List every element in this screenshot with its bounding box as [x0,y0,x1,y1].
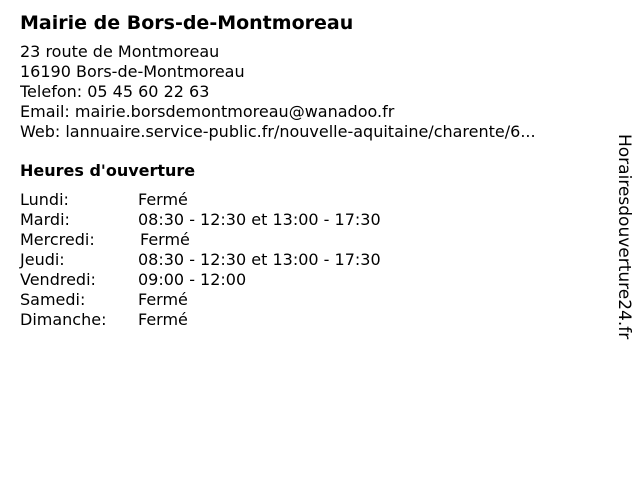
address-block [20,42,600,142]
town-hall-card [20,10,600,330]
hours-row-dimanche [20,310,600,330]
day-label: Dimanche: [20,310,107,329]
day-hours: Fermé [138,290,188,309]
day-label: Mardi: [20,210,70,229]
street-address: 23 route de Montmoreau [20,42,220,61]
site-brand-label: Horairesdouverture24.fr [614,134,634,340]
hours-row-samedi [20,290,600,310]
opening-hours-list [20,190,600,330]
hours-row-mercredi [20,230,600,250]
day-label: Samedi: [20,290,86,309]
day-label: Mercredi: [20,230,95,249]
web-line[interactable]: Web: lannuaire.service-public.fr/nouvelle-aquitaine/charente/6... [20,122,536,141]
day-label: Vendredi: [20,270,96,289]
day-hours: 08:30 - 12:30 et 13:00 - 17:30 [138,210,381,229]
phone-line[interactable]: Telefon: 05 45 60 22 63 [20,82,210,101]
city-address: 16190 Bors-de-Montmoreau [20,62,245,81]
day-label: Lundi: [20,190,69,209]
page-title: Mairie de Bors-de-Montmoreau [20,12,354,34]
day-hours: 09:00 - 12:00 [138,270,247,289]
day-hours: Fermé [140,230,190,249]
hours-heading: Heures d'ouverture [20,161,196,180]
day-hours: 08:30 - 12:30 et 13:00 - 17:30 [138,250,381,269]
day-hours: Fermé [138,310,188,329]
day-label: Jeudi: [20,250,65,269]
day-hours: Fermé [138,190,188,209]
hours-row-vendredi [20,270,600,290]
hours-row-lundi [20,190,600,210]
hours-row-jeudi [20,250,600,270]
email-line[interactable]: Email: mairie.borsdemontmoreau@wanadoo.fr [20,102,395,121]
hours-row-mardi [20,210,600,230]
